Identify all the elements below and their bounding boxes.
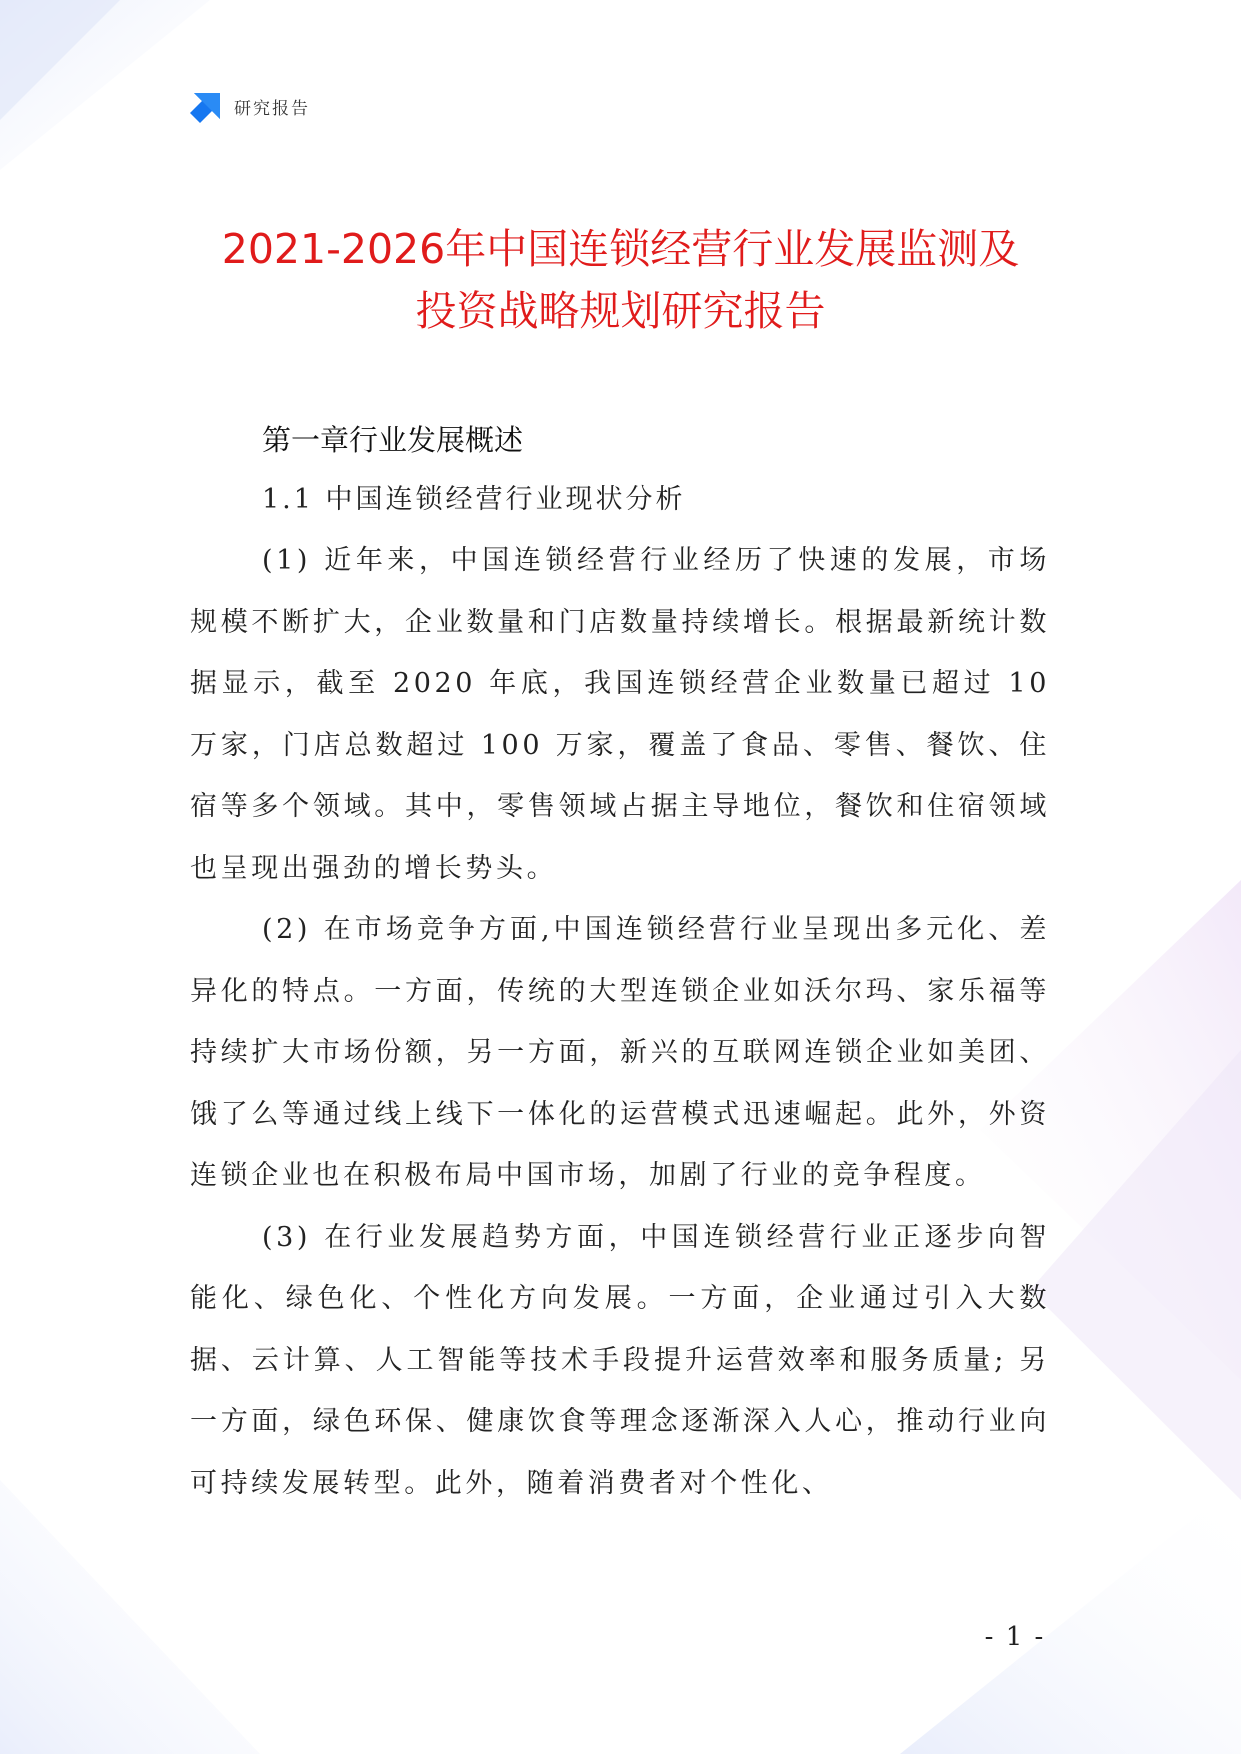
header-label: 研究报告 <box>234 98 310 119</box>
page-number: - 1 - <box>984 1622 1046 1652</box>
title-line-1: 2021-2026年中国连锁经营行业发展监测及 <box>221 225 1020 273</box>
arrow-up-right-icon <box>190 89 224 123</box>
document-body <box>190 410 1050 1514</box>
report-header <box>190 88 310 124</box>
paragraph-3: (3) 在行业发展趋势方面，中国连锁经营行业正逐步向智能化、绿色化、个性化方向发展。一方面，企业通过引入大数据、云计算、人工智能等技术手段提升运营效率和服务质量; 另一方面，绿色环保、健康饮食等理念逐渐深入人心，推动行业向可持续发展转型。此外，随着消费者对个性化、 <box>190 1221 1050 1499</box>
report-title <box>150 218 1091 342</box>
paragraph-1: (1) 近年来，中国连锁经营行业经历了快速的发展，市场规模不断扩大，企业数量和门店数量持续增长。根据最新统计数据显示，截至 2020 年底，我国连锁经营企业数量已超过 10 万家，门店总数超过 100 万家，覆盖了食品、零售、餐饮、住宿等多个领域。其中，零售领域占据主导地位，餐饮和住宿领域也呈现出强劲的增长势头。 <box>190 545 1050 884</box>
paragraph-2: (2) 在市场竞争方面,中国连锁经营行业呈现出多元化、差异化的特点。一方面，传统的大型连锁企业如沃尔玛、家乐福等持续扩大市场份额，另一方面，新兴的互联网连锁企业如美团、饿了么等通过线上线下一体化的运营模式迅速崛起。此外，外资连锁企业也在积极布局中国市场，加剧了行业的竞争程度。 <box>190 914 1050 1191</box>
title-line-2: 投资战略规划研究报告 <box>415 287 826 335</box>
section-heading: 1.1 中国连锁经营行业现状分析 <box>262 484 686 515</box>
chapter-heading: 第一章行业发展概述 <box>262 423 524 457</box>
